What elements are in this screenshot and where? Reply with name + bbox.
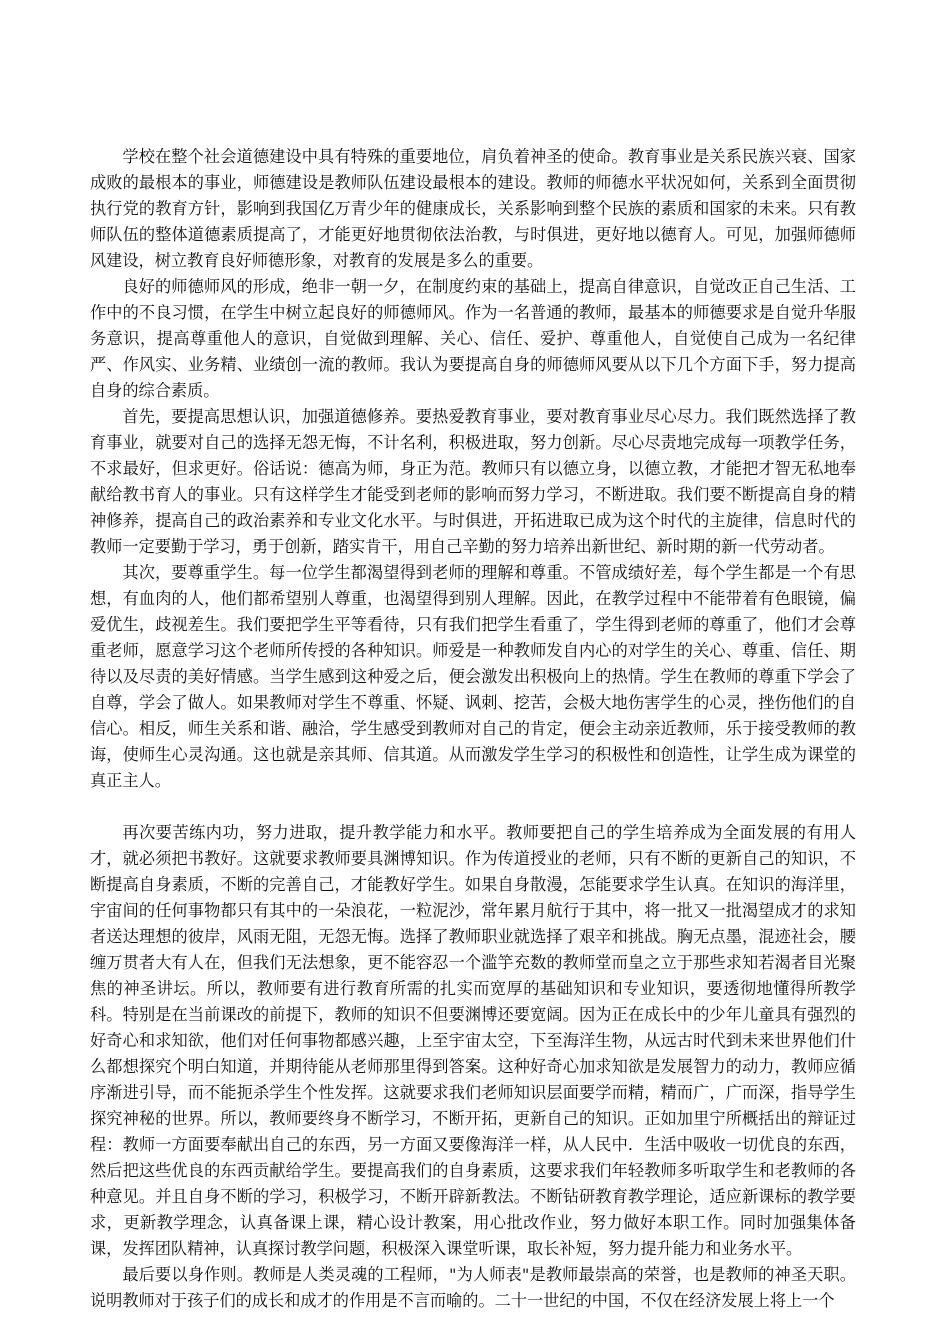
document-body bbox=[90, 144, 856, 1314]
paragraph-intro: 学校在整个社会道德建设中具有特殊的重要地位，肩负着神圣的使命。教育事业是关系民族兴衰、国家成败的最根本的事业，师德建设是教师队伍建设最根本的建设。教师的师德水平状况如何，关系到全面贯彻执行党的教育方针，影响到我国亿万青少年的健康成长，关系影响到整个民族的素质和国家的未来。只有教师队伍的整体道德素质提高了，才能更好地贯彻依法治教，与时俱进，更好地以德育人。可见，加强师德师风建设，树立教育良好师德形象，对教育的发展是多么的重要。 bbox=[90, 147, 856, 270]
paragraph-third: 再次要苦练内功，努力进取，提升教学能力和水平。教师要把自己的学生培养成为全面发展的有用人才，就必须把书教好。这就要求教师要具渊博知识。作为传道授业的老师，只有不断的更新自己的知识，不断提高自身素质，不断的完善自己，才能教好学生。如果自身散漫，怎能要求学生认真。在知识的海洋里，宇宙间的任何事物都只有其中的一朵浪花，一粒泥沙，常年累月航行于其中，将一批又一批渴望成才的求知者送达理想的彼岸，风雨无阻，无怨无悔。选择了教师职业就选择了艰辛和挑战。胸无点墨，混迹社会，腰缠万贯者大有人在，但我们无法想象，更不能容忍一个滥竽充数的教师堂而皇之立于那些求知若渴者目光聚焦的神圣讲坛。所以，教师要有进行教育所需的扎实而宽厚的基础知识和专业知识，要透彻地懂得所教学科。特别是在当前课改的前提下，教师的知识不但要渊博还要宽阔。因为正在成长中的少年儿童具有强烈的好奇心和求知欲，他们对任何事物都感兴趣，上至宇宙太空，下至海洋生物，从远古时代到未来世界他们什么都想探究个明白知道，并期待能从老师那里得到答案。这种好奇心加求知欲是发展智力的动力，教师应循序渐进引导，而不能扼杀学生个性发挥。这就要求我们老师知识层面要学而精，精而广，广而深，指导学生探究神秘的世界。所以，教师要终身不断学习，不断开拓，更新自己的知识。正如加里宁所概括出的辩证过程：教师一方面要奉献出自己的东西，另一方面又要像海洋一样，从人民中．生活中吸收一切优良的东西，然后把这些优良的东西贡献给学生。要提高我们的自身素质，这要求我们年轻教师多听取学生和老教师的各种意见。并且自身不断的学习，积极学习，不断开辟新教法。不断钻研教育教学理论，适应新课标的教学要求，更新教学理念，认真备课上课，精心设计教案，用心批改作业，努力做好本职工作。同时加强集体备课，发挥团队精神，认真探讨教学问题，积极深入课堂听课，取长补短，努力提升能力和业务水平。 bbox=[90, 823, 856, 1258]
paragraph-first: 首先，要提高思想认识，加强道德修养。要热爱教育事业，要对教育事业尽心尽力。我们既然选择了教育事业，就要对自己的选择无怨无悔，不计名利，积极进取，努力创新。尽心尽责地完成每一项教学任务，不求最好，但求更好。俗话说：德高为师，身正为范。教师只有以德立身，以德立教，才能把才智无私地奉献给教书育人的事业。只有这样学生才能受到老师的影响而努力学习，不断进取。我们要不断提高自身的精神修养，提高自己的政治素养和专业文化水平。与时俱进，开拓进取已成为这个时代的主旋律，信息时代的教师一定要勤于学习，勇于创新，踏实肯干，用自己辛勤的努力培养出新世纪、新时期的新一代劳动者。 bbox=[90, 407, 856, 556]
paragraph-teacher-ethics: 良好的师德师风的形成，绝非一朝一夕，在制度约束的基础上，提高自律意识，自觉改正自己生活、工作中的不良习惯，在学生中树立起良好的师德师风。作为一名普通的教师，最基本的师德要求是自觉升华服务意识，提高尊重他人的意识，自觉做到理解、关心、信任、爱护、尊重他人，自觉使自己成为一名纪律严、作风实、业务精、业绩创一流的教师。我认为要提高自身的师德师风要从以下几个方面下手，努力提高自身的综合素质。 bbox=[90, 277, 856, 400]
paragraph-last: 最后要以身作则。教师是人类灵魂的工程师，"为人师表"是教师最崇高的荣誉，也是教师的神圣天职。说明教师对于孩子们的成长和成才的作用是不言而喻的。二十一世纪的中国，不仅在经济发展上将上一个 bbox=[90, 1265, 856, 1310]
paragraph-second: 其次，要尊重学生。每一位学生都渴望得到老师的理解和尊重。不管成绩好差，每个学生都是一个有思想，有血肉的人，他们都希望别人尊重，也渴望得到别人理解。因此，在教学过程中不能带着有色眼镜，偏爱优生，歧视差生。我们要把学生平等看待，只有我们把学生看重了，学生得到老师的尊重了，他们才会尊重老师，愿意学习这个老师所传授的各种知识。师爱是一种教师发自内心的对学生的关心、尊重、信任、期待以及尽责的美好情感。当学生感到这种爱之后，便会激发出积极向上的热情。学生在教师的尊重下学会了自尊，学会了做人。如果教师对学生不尊重、怀疑、讽刺、挖苦，会极大地伤害学生的心灵，挫伤他们的自信心。相反，师生关系和谐、融洽，学生感受到教师对自己的肯定，便会主动亲近教师，乐于接受教师的教诲，使师生心灵沟通。这也就是亲其师、信其道。从而激发学生学习的积极性和创造性，让学生成为课堂的真正主人。 bbox=[90, 563, 856, 790]
